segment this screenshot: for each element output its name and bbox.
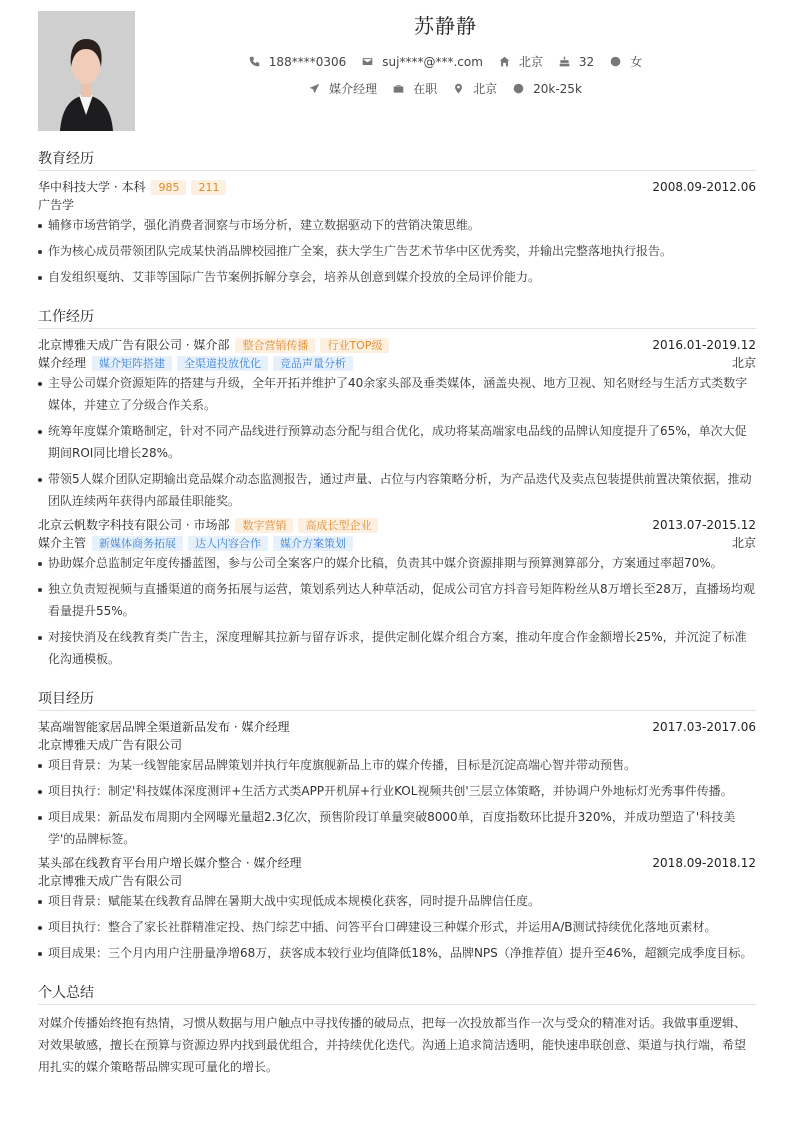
contact-row: [135, 53, 756, 70]
job-bullets: [38, 372, 756, 512]
money-icon: [513, 83, 524, 94]
skill-tag: 竞品声量分析: [273, 356, 353, 371]
job-bullets: [38, 552, 756, 670]
send-icon: [309, 83, 320, 94]
briefcase-icon: [393, 83, 404, 94]
project-company: [38, 872, 756, 890]
education-header: [38, 178, 756, 196]
skill-tag: 达人内容合作: [188, 536, 268, 551]
gender-text: 女: [630, 55, 643, 69]
cake-icon: [559, 56, 570, 67]
major: [38, 196, 756, 214]
job-location: 北京: [731, 536, 756, 550]
status-text: 在职: [413, 82, 438, 96]
job-header: [38, 336, 756, 354]
major-text: 广告学: [38, 198, 75, 212]
company-tag: 数字营销: [235, 518, 293, 533]
job-date: 2013.07-2015.12: [652, 518, 756, 532]
email-text: suj****@***.com: [382, 54, 483, 69]
company-tag: 高成长型企业: [298, 518, 378, 533]
project-bullets: [38, 754, 756, 850]
email-item: [362, 55, 483, 69]
target-role-item: [309, 80, 377, 97]
home-icon: [499, 56, 510, 67]
phone-text: 188****0306: [268, 54, 347, 69]
project-header: [38, 718, 756, 736]
target-city-item: [453, 80, 497, 97]
school-name: 华中科技大学 · 本科: [38, 180, 146, 194]
salary-text: 20k-25k: [533, 81, 582, 96]
list-item: 带领5人媒介团队定期输出竞品媒介动态监测报告，通过声量、占位与内容策略分析，为产品迭代及卖点包装提供前置决策依据，推动团队连续两年获得内部最佳职能奖。: [38, 468, 756, 512]
project-name: 某头部在线教育平台用户增长媒介整合 · 媒介经理: [38, 856, 302, 870]
job-role-row: [38, 534, 756, 552]
list-item: 项目成果：三个月内用户注册量净增68万，获客成本较行业均值降低18%，品牌NPS（净推荐值）提升至46%，超额完成季度目标。: [38, 942, 756, 964]
school-tag: 985: [151, 180, 186, 195]
phone-item: [249, 55, 346, 69]
target-city-text: 北京: [473, 82, 498, 96]
project-company-text: 北京博雅天成广告有限公司: [38, 738, 183, 752]
company-name: 北京云帆数字科技有限公司 · 市场部: [38, 518, 230, 532]
list-item: 对接快消及在线教育类广告主，深度理解其拉新与留存诉求，提供定制化媒介组合方案，推动年度合作金额增长25%，并沉淀了标准化沟通模板。: [38, 626, 756, 670]
list-item: 项目背景：为某一线智能家居品牌策划并执行年度旗舰新品上市的媒介传播，目标是沉淀高端心智并带动预售。: [38, 754, 756, 776]
project-name: 某高端智能家居品牌全渠道新品发布 · 媒介经理: [38, 720, 290, 734]
city-item: [499, 53, 543, 70]
list-item: 主导公司媒介资源矩阵的搭建与升级，全年开拓并维护了40余家头部及垂类媒体，涵盖央视、地方卫视、知名财经与生活方式类数字媒体，并建立了分级合作关系。: [38, 372, 756, 416]
gender-icon: [610, 56, 621, 67]
summary-section: [38, 982, 756, 1078]
education-bullets: [38, 214, 756, 288]
project-company: [38, 736, 756, 754]
skill-tag: 新媒体商务拓展: [92, 536, 183, 551]
section-title: 项目经历: [38, 688, 756, 711]
target-role-text: 媒介经理: [329, 82, 378, 96]
project-bullets: [38, 890, 756, 964]
list-item: 协助媒介总监制定年度传播蓝图，参与公司全案客户的媒介比稿，负责其中媒介资源排期与预算测算部分，方案通过率超70%。: [38, 552, 756, 574]
company-name: 北京博雅天成广告有限公司 · 媒介部: [38, 338, 230, 352]
list-item: 项目执行：制定'科技媒体深度测评+生活方式类APP开机屏+行业KOL视频共创'三层立体策略，并协调户外地标灯光秀事件传播。: [38, 780, 756, 802]
education-date: 2008.09-2012.06: [652, 180, 756, 194]
phone-icon: [249, 56, 260, 67]
education-section: [38, 148, 756, 292]
list-item: 统筹年度媒介策略制定，针对不同产品线进行预算动态分配与组合优化，成功将某高端家电品线的品牌认知度提升了65%，单次大促期间ROI同比增长28%。: [38, 420, 756, 464]
list-item: 作为核心成员带领团队完成某快消品牌校园推广全案，获大学生广告艺术节华中区优秀奖，并输出完整落地执行报告。: [38, 240, 756, 262]
status-item: [393, 80, 437, 97]
company-tag: 行业TOP级: [320, 338, 389, 353]
intent-row: [135, 80, 756, 97]
section-title: 个人总结: [38, 982, 756, 1005]
work-section: [38, 306, 756, 674]
summary-text: 对媒介传播始终抱有热情，习惯从数据与用户触点中寻找传播的破局点，把每一次投放都当作一次与受众的精准对话。我做事重逻辑、对效果敏感，擅长在预算与资源边界内找到最优组合，并持续优化迭代。沟通上追求简洁透明，能快速串联创意、渠道与执行端，希望用扎实的媒介策略帮品牌实现可量化的增长。: [38, 1016, 747, 1074]
age-item: [559, 55, 594, 69]
job-date: 2016.01-2019.12: [652, 338, 756, 352]
list-item: 辅修市场营销学，强化消费者洞察与市场分析，建立数据驱动下的营销决策思维。: [38, 214, 756, 236]
project-date: 2018.09-2018.12: [652, 856, 756, 870]
list-item: 项目执行：整合了家长社群精准定投、热门综艺中插、问答平台口碑建设三种媒介形式，并运用A/B测试持续优化落地页素材。: [38, 916, 756, 938]
mail-icon: [362, 56, 373, 67]
location-icon: [453, 83, 464, 94]
list-item: 自发组织戛纳、艾菲等国际广告节案例拆解分享会，培养从创意到媒介投放的全局评价能力。: [38, 266, 756, 288]
profile-photo: [38, 11, 135, 131]
school-tag: 211: [191, 180, 226, 195]
company-tag: 整合营销传播: [235, 338, 315, 353]
skill-tag: 媒介方案策划: [273, 536, 353, 551]
city-text: 北京: [518, 55, 543, 69]
candidate-name: 苏静静: [414, 14, 477, 38]
section-title: 教育经历: [38, 148, 756, 171]
list-item: 项目背景：赋能某在线教育品牌在暑期大战中实现低成本规模化获客，同时提升品牌信任度。: [38, 890, 756, 912]
projects-section: [38, 688, 756, 968]
list-item: 项目成果：新品发布周期内全网曝光量超2.3亿次，预售阶段订单量突破8000单，百度指数环比提升320%，并成功塑造了'科技美学'的品牌标签。: [38, 806, 756, 850]
section-title: 工作经历: [38, 306, 756, 329]
project-header: [38, 854, 756, 872]
job-role: 媒介主管: [38, 536, 87, 550]
project-date: 2017.03-2017.06: [652, 720, 756, 734]
list-item: 独立负责短视频与直播渠道的商务拓展与运营，策划系列达人种草活动，促成公司官方抖音号矩阵粉丝从8万增长至28万，直播场均观看量提升55%。: [38, 578, 756, 622]
job-header: [38, 516, 756, 534]
skill-tag: 媒介矩阵搭建: [92, 356, 172, 371]
job-role-row: [38, 354, 756, 372]
salary-item: [513, 82, 582, 96]
job-location: 北京: [731, 356, 756, 370]
project-company-text: 北京博雅天成广告有限公司: [38, 874, 183, 888]
job-role: 媒介经理: [38, 356, 87, 370]
gender-item: [610, 53, 642, 70]
skill-tag: 全渠道投放优化: [177, 356, 268, 371]
age-text: 32: [578, 54, 595, 69]
